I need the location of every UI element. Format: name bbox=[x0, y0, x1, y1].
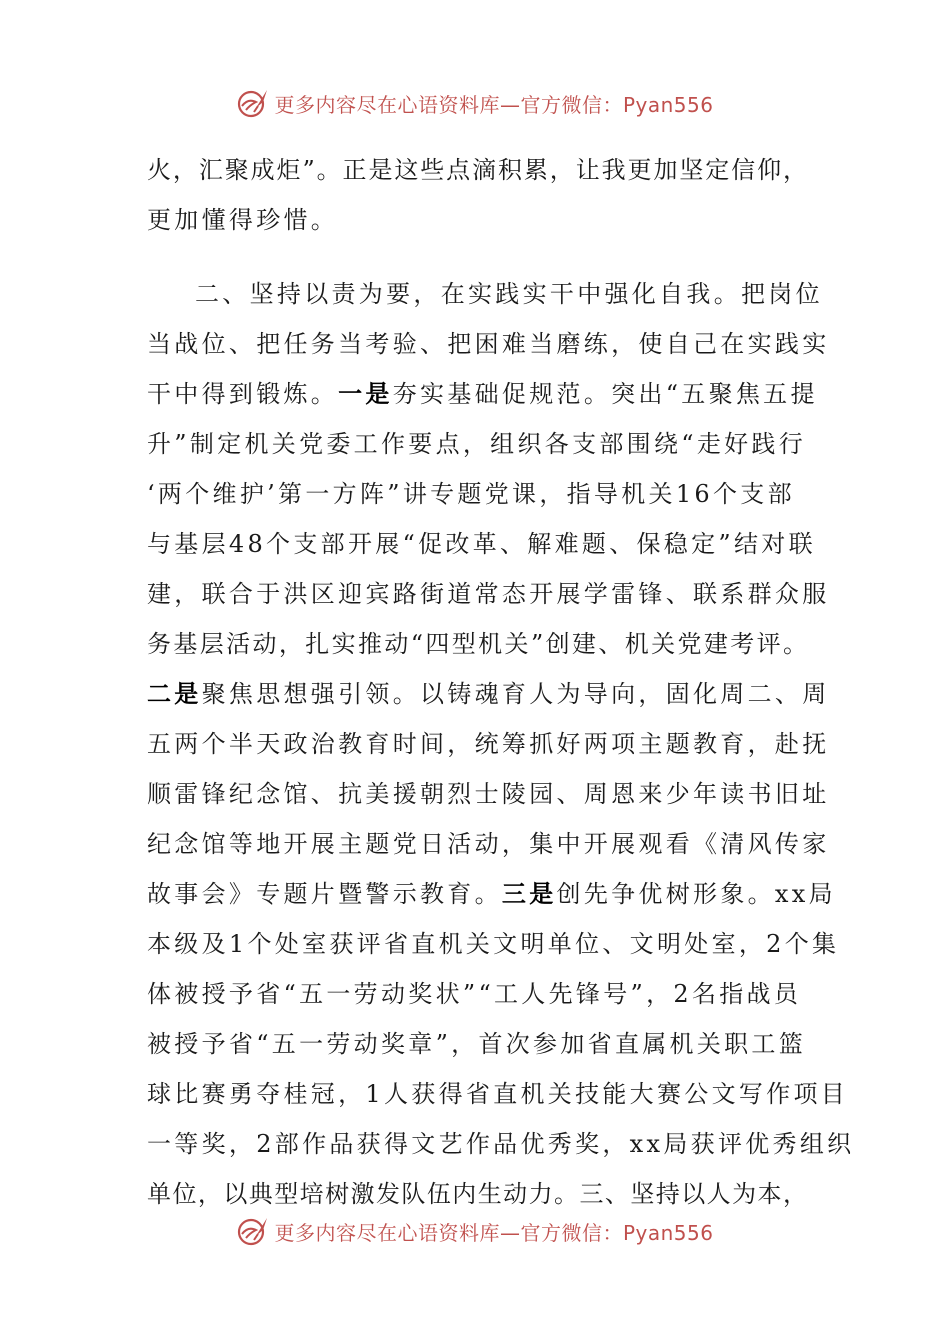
text-line: 升”制定机关党委工作要点，组织各支部围绕“走好践行 bbox=[147, 430, 807, 458]
text-line: 体被授予省“五一劳动奖状”“工人先锋号”，2名指战员 bbox=[147, 980, 802, 1008]
text-line: 火，汇聚成炬”。正是这些点滴积累，让我更加坚定信仰， bbox=[147, 156, 807, 184]
text-line: 当战位、把任务当考验、把困难当磨练，使自己在实践实 bbox=[147, 330, 830, 358]
text-line: 单位，以典型培树激发队伍内生动力。三、坚持以人为本， bbox=[147, 1180, 807, 1208]
quill-logo-icon bbox=[236, 86, 270, 120]
text-line: 球比赛勇夺桂冠，1人获得省直机关技能大赛公文写作项目 bbox=[147, 1080, 849, 1108]
text-line: 被授予省“五一劳动奖章”，首次参加省直属机关职工篮 bbox=[147, 1030, 807, 1058]
bold-marker: 三是 bbox=[501, 879, 557, 908]
bold-marker: 二是 bbox=[147, 679, 202, 708]
text-line: 务基层活动，扎实推动“四型机关”创建、机关党建考评。 bbox=[147, 630, 807, 658]
text-line: ‘两个维护’第一方阵”讲专题党课，指导机关16个支部 bbox=[147, 480, 795, 508]
watermark-text: 更多内容尽在心语资料库—官方微信：Pyan556 bbox=[274, 1220, 714, 1245]
text-line: 一等奖，2部作品获得文艺作品优秀奖，xx局获评优秀组织 bbox=[147, 1130, 855, 1158]
text-line: 更加懂得珍惜。 bbox=[147, 206, 339, 234]
text-line: 与基层48个支部开展“促改革、解难题、保稳定”结对联 bbox=[147, 530, 816, 558]
text-line: 顺雷锋纪念馆、抗美援朝烈士陵园、周恩来少年读书旧址 bbox=[147, 780, 830, 808]
footer-watermark bbox=[0, 1211, 950, 1251]
text-line: 本级及1个处室获评省直机关文明单位、文明处室，2个集 bbox=[147, 930, 840, 958]
header-watermark bbox=[0, 83, 950, 123]
text-line: 建，联合于洪区迎宾路街道常态开展学雷锋、联系群众服 bbox=[147, 580, 830, 608]
text-line: 五两个半天政治教育时间，统筹抓好两项主题教育，赴抚 bbox=[147, 730, 830, 758]
watermark-text: 更多内容尽在心语资料库—官方微信：Pyan556 bbox=[274, 92, 714, 117]
text-line: 二是聚焦思想强引领。以铸魂育人为导向，固化周二、周 bbox=[147, 679, 830, 708]
paragraph-heading-line: 二、坚持以责为要，在实践实干中强化自我。把岗位 bbox=[195, 280, 823, 308]
quill-logo-icon bbox=[236, 1214, 270, 1248]
text-line: 干中得到锻炼。一是夯实基础促规范。突出“五聚焦五提 bbox=[147, 379, 818, 408]
text-line: 纪念馆等地开展主题党日活动，集中开展观看《清风传家 bbox=[147, 830, 830, 858]
text-line: 故事会》专题片暨警示教育。三是创先争优树形象。xx局 bbox=[147, 879, 836, 908]
bold-marker: 一是 bbox=[338, 379, 393, 408]
document-body bbox=[147, 145, 855, 1219]
